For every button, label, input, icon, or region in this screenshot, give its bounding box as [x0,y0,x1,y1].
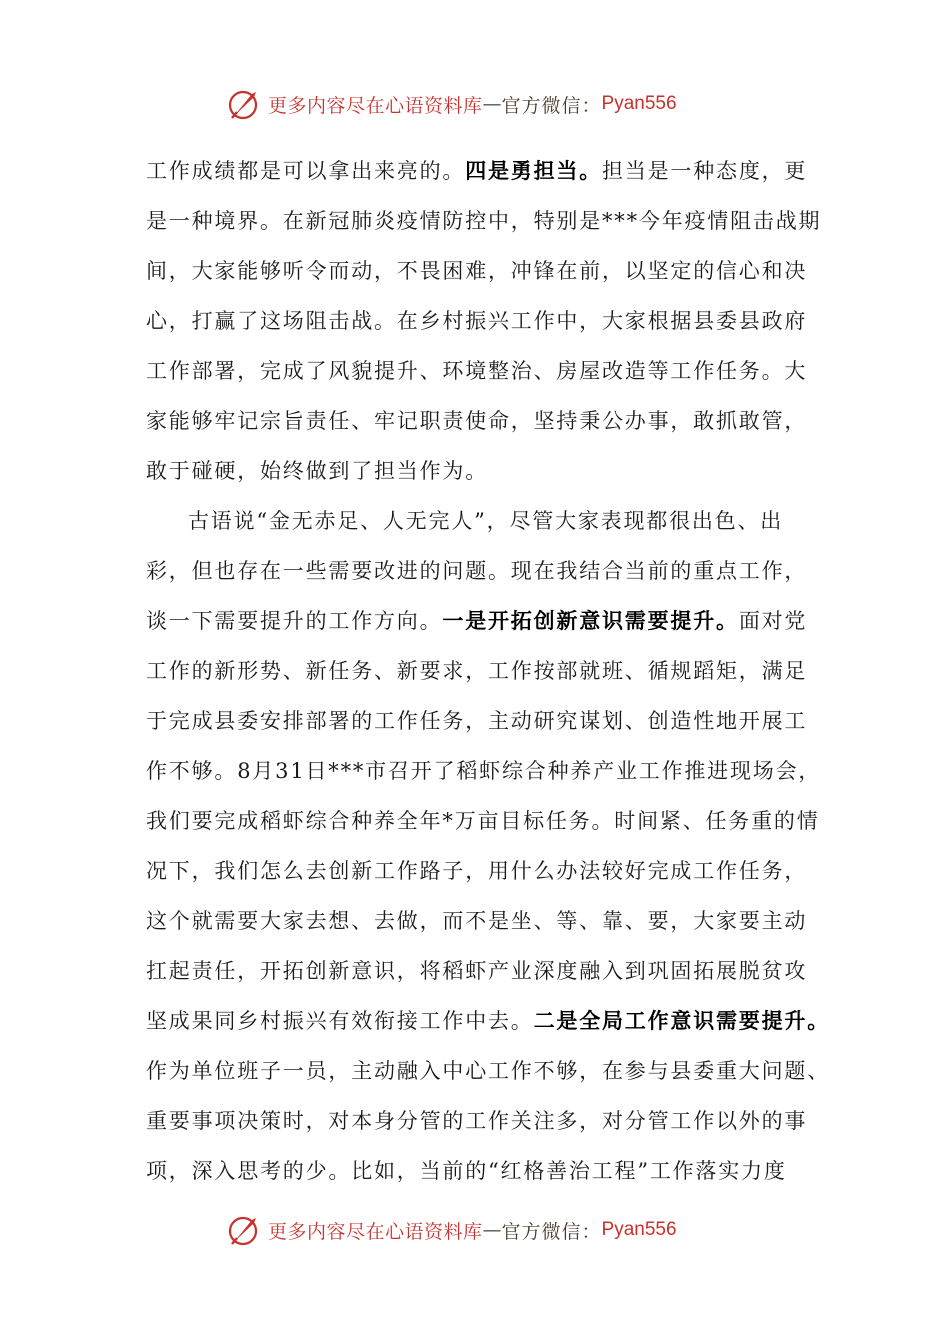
text-line: 家能够牢记宗旨责任、牢记职责使命，坚持秉公办事，敢抓敢管， [146,409,808,433]
text-line: 扛起责任，开拓创新意识，将稻虾产业深度融入到巩固拓展脱贫攻 [146,959,808,983]
text-line: 谈一下需要提升的工作方向。一是开拓创新意识需要提升。面对党 [146,608,808,633]
text-line: 工作部署，完成了风貌提升、环境整治、房屋改造等工作任务。大 [146,359,808,383]
text-line: 坚成果同乡村振兴有效衔接工作中去。二是全局工作意识需要提升。 [146,1008,831,1033]
header-brand-text: 更多内容尽在心语资料库 [268,94,483,117]
header-wechat-account: Pyan556 [601,93,677,114]
quill-logo-icon [226,1212,262,1248]
text-line: 作不够。8月31日***市召开了稻虾综合种养产业工作推进现场会， [146,759,822,783]
text-line: 敢于碰硬，始终做到了担当作为。 [146,459,488,483]
text-line: 重要事项决策时，对本身分管的工作关注多，对分管工作以外的事 [146,1109,808,1133]
footer-wechat-account: Pyan556 [601,1219,677,1240]
footer-banner [226,1210,677,1250]
paragraph-start-line: 古语说“金无赤足、人无完人”，尽管大家表现都很出色、出 [188,509,784,533]
text-line: 作为单位班子一员，主动融入中心工作不够，在参与县委重大问题、 [146,1059,830,1083]
text-line: 况下，我们怎么去创新工作路子，用什么办法较好完成工作任务， [146,859,808,883]
text-line: 工作成绩都是可以拿出来亮的。四是勇担当。担当是一种态度，更 [146,158,808,183]
text-line: 彩，但也存在一些需要改进的问题。现在我结合当前的重点工作， [146,559,808,583]
text-line: 是一种境界。在新冠肺炎疫情防控中，特别是***今年疫情阻击战期 [146,209,822,233]
text-line: 于完成县委安排部署的工作任务，主动研究谋划、创造性地开展工 [146,709,808,733]
text-line: 心，打赢了这场阻击战。在乡村振兴工作中，大家根据县委县政府 [146,309,808,333]
header-banner [226,84,677,124]
footer-dash: — [482,1219,502,1241]
document-body [146,146,831,1196]
footer-wechat-label: 官方微信： [501,1220,602,1243]
header-dash: — [482,93,502,115]
text-line: 这个就需要大家去想、去做，而不是坐、等、靠、要，大家要主动 [146,909,808,933]
footer-brand-text: 更多内容尽在心语资料库 [268,1220,483,1243]
header-wechat-label: 官方微信： [501,94,602,117]
quill-logo-icon [226,86,262,122]
text-line: 项，深入思考的少。比如，当前的“红格善治工程”工作落实力度 [146,1159,787,1183]
text-line: 工作的新形势、新任务、新要求，工作按部就班、循规蹈矩，满足 [146,659,808,683]
text-line: 我们要完成稻虾综合种养全年*万亩目标任务。时间紧、任务重的情 [146,809,820,833]
text-line: 间，大家能够听令而动，不畏困难，冲锋在前，以坚定的信心和决 [146,259,808,283]
